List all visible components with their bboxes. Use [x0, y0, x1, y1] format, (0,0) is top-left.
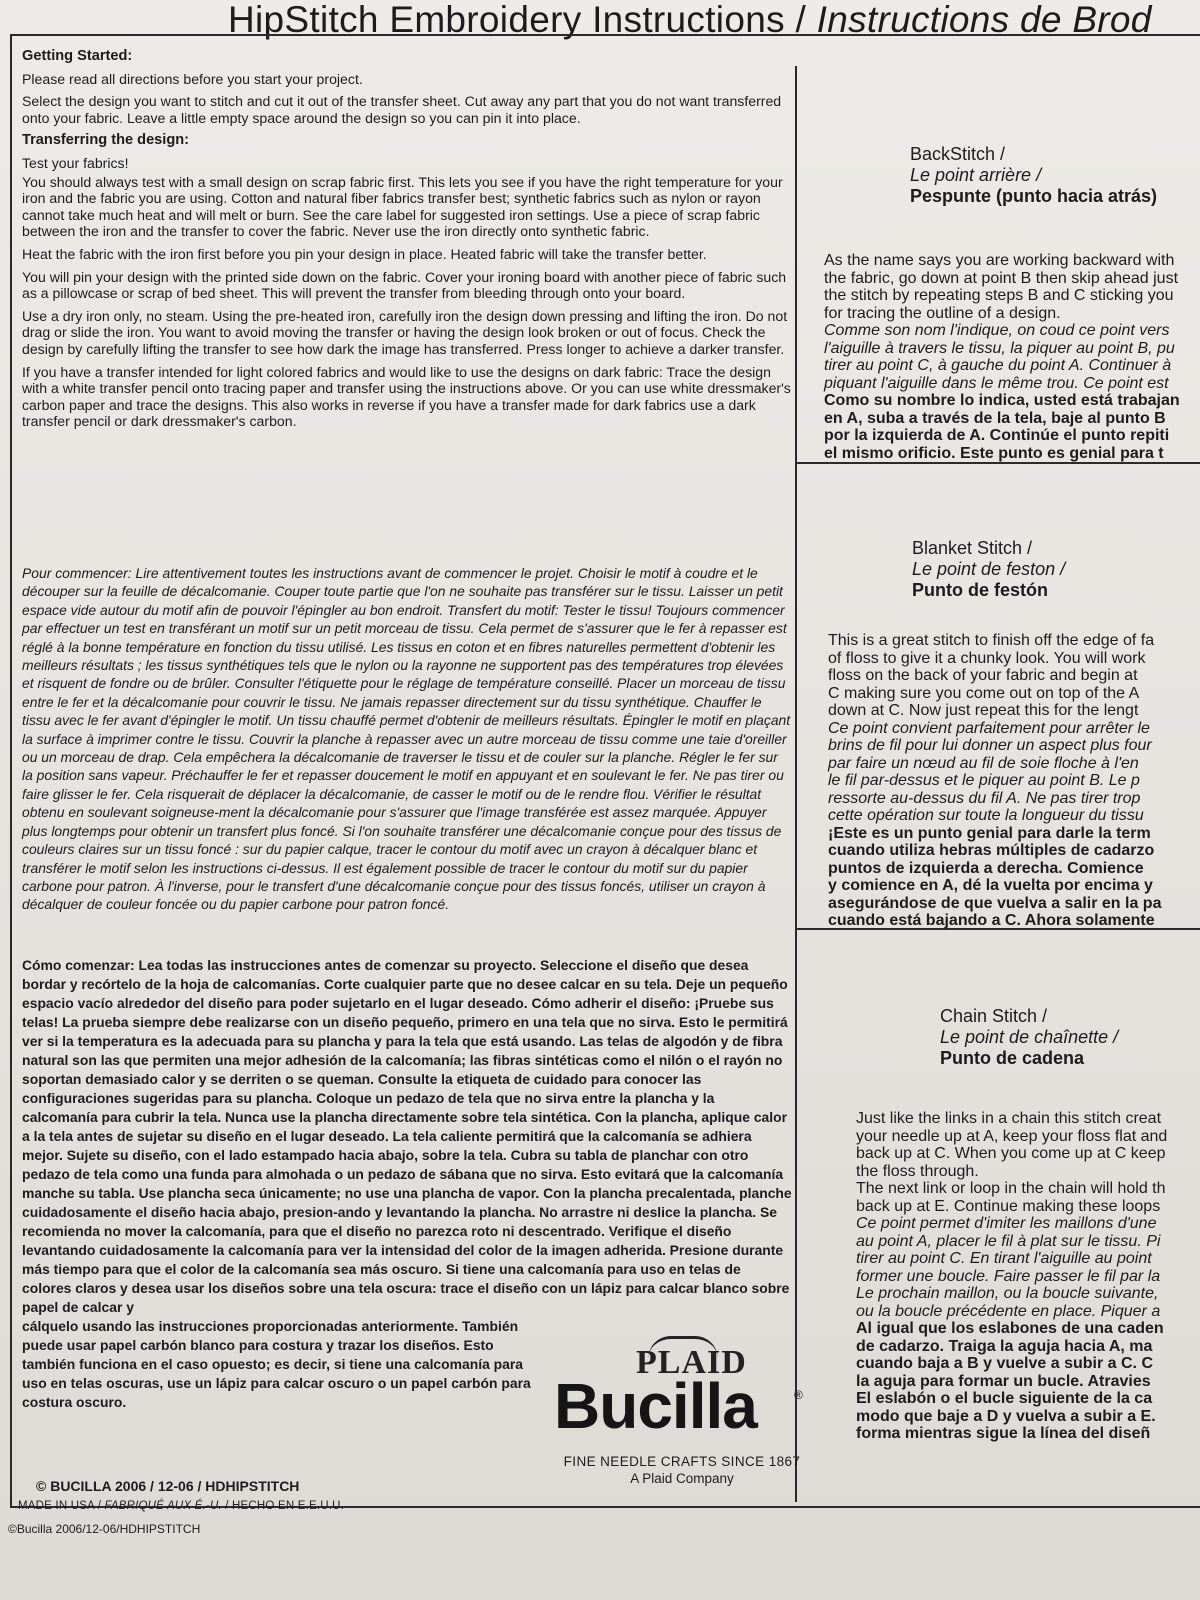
chain-en-line: back up at C. When you come up at C keep	[856, 1145, 1166, 1162]
blanket-es-line: puntos de izquierda a derecha. Comience	[828, 859, 1144, 877]
backstitch-es-line: en A, suba a través de la tela, baje al punto B	[824, 409, 1166, 427]
stitch-divider-1	[797, 462, 1200, 464]
backstitch-fr-line: tirer au point C, à gauche du point A. Continuer à	[824, 357, 1172, 374]
backstitch-es-line: el mismo orificio. Este punto es genial para t	[824, 444, 1164, 462]
blanket-en-line: This is a great stitch to finish off the edge of fa	[828, 632, 1155, 649]
blanket-en-line: floss on the back of your fabric and begin at	[828, 667, 1138, 684]
chain-en-line: The next link or loop in the chain will hold th	[856, 1180, 1166, 1197]
backstitch-en-line: the fabric, go down at point B then skip ahead just	[824, 269, 1179, 287]
paragraph-scrap-test: You should always test with a small design on scrap fabric first. This lets you see if you have the right temperature for your iron and the fabric you are using. Cotton and natural fiber fabrics transfer best; synthetic fabrics such as nylon or rayon cannot take much heat and will melt or burn. See the care label for suggested iron settings. Use a piece of scrap fabric between the iron and the transfer to cover the fabric. Never use the iron directly onto synthetic fabric.	[22, 173, 783, 240]
chain-stitch-title	[940, 1006, 1118, 1069]
backstitch-es-line: Como su nombre lo indica, usted está trabajan	[824, 392, 1180, 409]
made-in-fr: FABRIQUÉ AUX É.-U.	[104, 1500, 222, 1512]
paragraph-pin-design: You will pin your design with the printed side down on the fabric. Cover your ironing board with another piece of fabric such as a pillowcase or scrap of bed sheet. This will prevent the transfer from bleeding through onto your board.	[22, 268, 787, 302]
blanket-es-line: y comience en A, dé la vuelta por encima y	[828, 877, 1153, 894]
copyright-notice: © BUCILLA 2006 / 12-06 / HDHIPSTITCH	[36, 1478, 300, 1494]
getting-started-heading: Getting Started:	[22, 48, 133, 64]
transferring-heading: Transferring the design:	[22, 132, 190, 149]
backstitch-en-line: As the name says you are working backward with	[824, 252, 1175, 269]
chain-fr-line: au point A, placer le fil à plat sur le tissu. Pi	[856, 1232, 1161, 1250]
chain-fr-line: Ce point permet d'imiter les maillons d'une	[856, 1215, 1157, 1232]
paragraph-dry-iron: Use a dry iron only, no steam. Using the pre-heated iron, carefully iron the design down pressing and lifting the iron. Do not drag or slide the iron. You want to avoid moving the transfer or having the design look broken or out of focus. Check the design by carefully lifting the transfer to see how dark the image has transferred. Press longer to achieve a darker transfer.	[22, 307, 788, 357]
chain-es-line: de cadarzo. Traiga la aguja hacia A, ma	[856, 1337, 1153, 1355]
blanket-en-line: down at C. Now just repeat this for the lengt	[828, 702, 1139, 719]
chain-es-line: El eslabón o el bucle siguiente de la ca	[856, 1390, 1153, 1407]
logo-company: A Plaid Company	[630, 1471, 734, 1486]
made-in-en: MADE IN USA /	[18, 1500, 105, 1512]
backstitch-title-en: BackStitch /	[910, 144, 1006, 164]
backstitch-fr-line: piquant l'aiguille dans le même trou. Ce point est	[824, 374, 1169, 392]
chain-fr-line: former une boucle. Faire passer le fil par la	[856, 1267, 1161, 1285]
logo-tagline: FINE NEEDLE CRAFTS SINCE 1867	[563, 1454, 801, 1469]
backstitch-fr-line: Comme son nom l'indique, on coud ce point vers	[824, 322, 1170, 339]
backstitch-es-line: por la izquierda de A. Continúe el punto repiti	[824, 427, 1170, 444]
backstitch-title-es: Pespunte (punto hacia atrás)	[910, 186, 1158, 206]
chain-fr-line: ou la boucle précédente en place. Piquer a	[856, 1302, 1161, 1320]
blanket-stitch-title	[912, 538, 1065, 601]
blanket-fr-line: le fil par-dessus et le piquer au point B. Le p	[828, 772, 1140, 789]
chain-title-es: Punto de cadena	[940, 1048, 1085, 1068]
chain-en-line: the floss through.	[856, 1162, 979, 1180]
blanket-title-en: Blanket Stitch /	[912, 538, 1033, 558]
blanket-fr-line: ressorte au-dessus du fil A. Ne pas tirer trop	[828, 789, 1141, 807]
paragraph-dark-fabric: If you have a transfer intended for light colored fabrics and would like to use the designs on dark fabric: Trace the design with a white transfer pencil onto tracing paper and transfer using the instructions above. Or you can use white dressmaker's carbon paper and trace the designs. This also works in reverse if you have a transfer made for dark fabrics use a dark transfer pencil or dark dressmaker's carbon.	[22, 363, 791, 430]
title-french: Instructions de Brod	[816, 0, 1152, 40]
blanket-fr-line: cette opération sur toute la longueur du tissu	[828, 807, 1144, 824]
blanket-fr-line: brins de fil pour lui donner un aspect plus four	[828, 737, 1152, 754]
blanket-es-line: cuando está bajando a C. Ahora solamente	[828, 912, 1155, 929]
blanket-es-line: asegurándose de que vuelva a salir en la pa	[828, 894, 1162, 912]
chain-es-line: Al igual que los eslabones de una caden	[856, 1320, 1164, 1337]
blanket-fr-line: Ce point convient parfaitement pour arrêter le	[828, 719, 1150, 737]
backstitch-body	[824, 252, 1180, 462]
blanket-stitch-body	[828, 632, 1161, 930]
bucilla-logo	[548, 1336, 816, 1488]
spanish-main-text: Cómo comenzar: Lea todas las instrucciones antes de comenzar su proyecto. Seleccione el diseño que desea bordar y recórtelo de la hoja de calcomanías. Corte cualquier parte que no desee calcar en su tela. Deje un pequeño espacio vacío alrededor del diseño para poder sujetarlo en el lugar deseado. Cómo adherir el diseño: ¡Pruebe sus telas! La prueba siempre debe realizarse con un diseño pequeño, primero en una tela que no sirva. Esto le permitirá ver si la temperatura es la adecuada para su plancha y para la tela que está usando. Las telas de algodón y de fibra natural son las que permiten una mejor adhesión de la calcomanía; las fibras sintéticas como el nilón o el rayón no soportan demasiado calor y se derriten o se queman. Consulte la etiqueta de cuidado para conocer las configuraciones sugeridas para su plancha. Coloque un pedazo de tela que no sirva entre la plancha y la calcomanía para cubrir la tela. Nunca use la plancha directamente sobre tela sintética. Con la plancha, aplique calor a la tela antes de sujetar su diseño en el lugar deseado. La tela caliente permitirá que la calcomanía se adhiera mejor. Sujete su diseño, con el lado estampado hacia abajo, sobre la tela. Cubra su tabla de planchar con otro pedazo de tela como una funda para almohada o un pedazo de sábana que no sirva. Esto evitará que la calcomanía manche su tabla. Use plancha seca únicamente; no use una plancha de vapor. Con la plancha precalentada, planche cuidadosamente el diseño hacia abajo, presion-ando y levantando la plancha. No arrastre ni deslice la plancha. Se recomienda no mover la calcomanía, para que el diseño no parezca roto ni descentrado. Verifique el diseño levantando cuidadosamente la calcomanía para ver la intensidad del color de la imagen adherida. Presione durante más tiempo para que el color de la calcomanía sea más oscuro. Si tiene una calcomanía para uso en telas de colores claros y desea usar los diseños sobre una tela oscura: trace el diseño con un lápiz para calcar blanco sobre papel de calcar y	[22, 957, 792, 1315]
chain-en-line: your needle up at A, keep your floss flat and	[856, 1127, 1168, 1145]
spanish-end-text: cálquelo usando las instrucciones proporcionadas anteriormente. También puede usar papel carbón blanco para costura y trazar los diseños. Esto también funciona en el caso opuesto; es decir, si tiene una calcomanía para uso en telas oscuras, use un lápiz para calcar oscuro o un papel carbón para costura oscuro.	[22, 1318, 531, 1410]
paragraph-read-directions: Please read all directions before you start your project.	[22, 70, 363, 87]
blanket-es-line: cuando utiliza hebras múltiples de cadarzo	[828, 842, 1155, 859]
chain-es-line: forma mientras sigue la línea del diseñ	[856, 1425, 1151, 1442]
chain-es-line: cuando baja a B y vuelve a subir a C. C	[856, 1355, 1153, 1372]
blanket-es-line: ¡Este es un punto genial para darle la term	[828, 824, 1151, 842]
paragraph-select-design: Select the design you want to stitch and cut it out of the transfer sheet. Cut away any part that you do not want transferred onto your fabric. Leave a little empty space around the design so you can pin it into place.	[22, 93, 782, 126]
backstitch-fr-line: l'aiguille à travers le tissu, la piquer au point B, pu	[824, 339, 1175, 357]
blanket-en-line: of floss to give it a chunky look. You will work	[828, 649, 1146, 667]
title-english: HipStitch Embroidery Instructions /	[228, 0, 817, 40]
chain-title-en: Chain Stitch /	[940, 1006, 1048, 1026]
plaid-logo-text: PLAID	[636, 1344, 747, 1381]
backstitch-title-fr: Le point arrière /	[910, 165, 1042, 185]
footer-code: ©Bucilla 2006/12-06/HDHIPSTITCH	[8, 1522, 201, 1536]
chain-title-fr: Le point de chaînette /	[940, 1027, 1119, 1047]
french-instructions: Pour commencer: Lire attentivement toutes les instructions avant de commencer le projet. Choisir le motif à coudre et le découper sur la feuille de décalcomanie. Couper toute partie que l'on ne souhaite pas transférer sur le tissu. Laisser un petit espace vide autour du motif afin de pouvoir l'épingler au bon endroit. Transfert du motif: Tester le tissu! Toujours commencer par effectuer un test en transférant un motif sur un petit morceau de tissu. Cela permet de s'assurer que le fer à repasser est réglé à la bonne température en fonction du tissu utilisé. Les tissus en coton et en fibres naturelles permettent d'obtenir les meilleurs résultats ; les tissus synthétiques tels que le nylon ou la rayonne ne supportent pas des températures trop élevées et risquent de fondre ou de brûler. Consulter l'étiquette pour le réglage de température conseillé. Placer un morceau de tissu entre le fer et la décalcomanie pour couvrir le tissu. Ne jamais repasser directement sur du tissu synthétique. Chauffer le tissu avec le fer avant d'épingler le motif. Un tissu chauffé permet d'obtenir de meilleurs résultats. Épingler le motif en plaçant la surface à imprimer contre le tissu. Couvrir la planche à repasser avec un autre morceau de tissu comme une taie d'oreiller ou un morceau de drap. Cela empêchera la décalcomanie de traverser le tissu et de couler sur la planche. Régler le fer sur la position sans vapeur. Préchauffer le fer et repasser doucement le motif en appuyant et en soulevant le fer. Ne pas tirer ou faire glisser le fer. Cela risquerait de déplacer la décalcomanie, de casser le motif ou de le rendre flou. Vérifier le résultat obtenu en soulevant soigneuse-ment la décalcomanie pour s'assurer que l'image transférée est assez marquée. Appuyer plus longtemps pour obtenir un transfert plus foncé. Si l'on souhaite transférer une décalcomanie conçue pour des tissus de couleurs claires sur un tissu foncé : sur du papier calque, tracer le contour du motif avec un crayon à décalquer blanc et transférer le motif selon les instructions ci-dessus. Il est également possible de tracer le contour du motif sur du papier carbone pour patron. À l'inverse, pour le transfert d'une décalcomanie conçue pour des tissus foncés, utiliser un crayon à décalquer de couleur foncée ou du papier carbone pour patron foncé.	[22, 565, 791, 913]
paragraph-test-fabrics: Test your fabrics!	[22, 154, 129, 171]
made-in-es: / HECHO EN E.E.U.U.	[221, 1500, 345, 1512]
chain-es-line: modo que baje a D y vuelva a subir a E.	[856, 1407, 1156, 1425]
chain-fr-line: Le prochain maillon, ou la boucle suivante,	[856, 1285, 1159, 1302]
chain-fr-line: tirer au point C. En tirant l'aiguille au point	[856, 1250, 1152, 1267]
backstitch-title	[910, 144, 1157, 207]
bucilla-wordmark: Bucilla	[554, 1370, 757, 1442]
paragraph-heat-fabric: Heat the fabric with the iron first before you pin your design in place. Heated fabric will take the transfer better.	[22, 245, 707, 262]
backstitch-en-line: the stitch by repeating steps B and C sticking you	[824, 287, 1174, 304]
made-in-usa	[18, 1500, 344, 1512]
chain-en-line: back up at E. Continue making these loops	[856, 1197, 1161, 1215]
registered-mark: ®	[794, 1388, 803, 1402]
blanket-fr-line: par faire un nœud au fil de soie floche à l'en	[828, 754, 1139, 772]
blanket-title-es: Punto de festón	[912, 580, 1048, 600]
blanket-en-line: C making sure you come out on top of the A	[828, 684, 1140, 702]
chain-stitch-body	[856, 1110, 1167, 1443]
english-instructions	[22, 46, 792, 436]
backstitch-en-line: for tracing the outline of a design.	[824, 304, 1061, 322]
blanket-title-fr: Le point de feston /	[912, 559, 1066, 579]
chain-en-line: Just like the links in a chain this stitch creat	[856, 1110, 1162, 1127]
column-divider	[795, 66, 797, 1502]
chain-es-line: la aguja para formar un bucle. Atravies	[856, 1372, 1151, 1390]
